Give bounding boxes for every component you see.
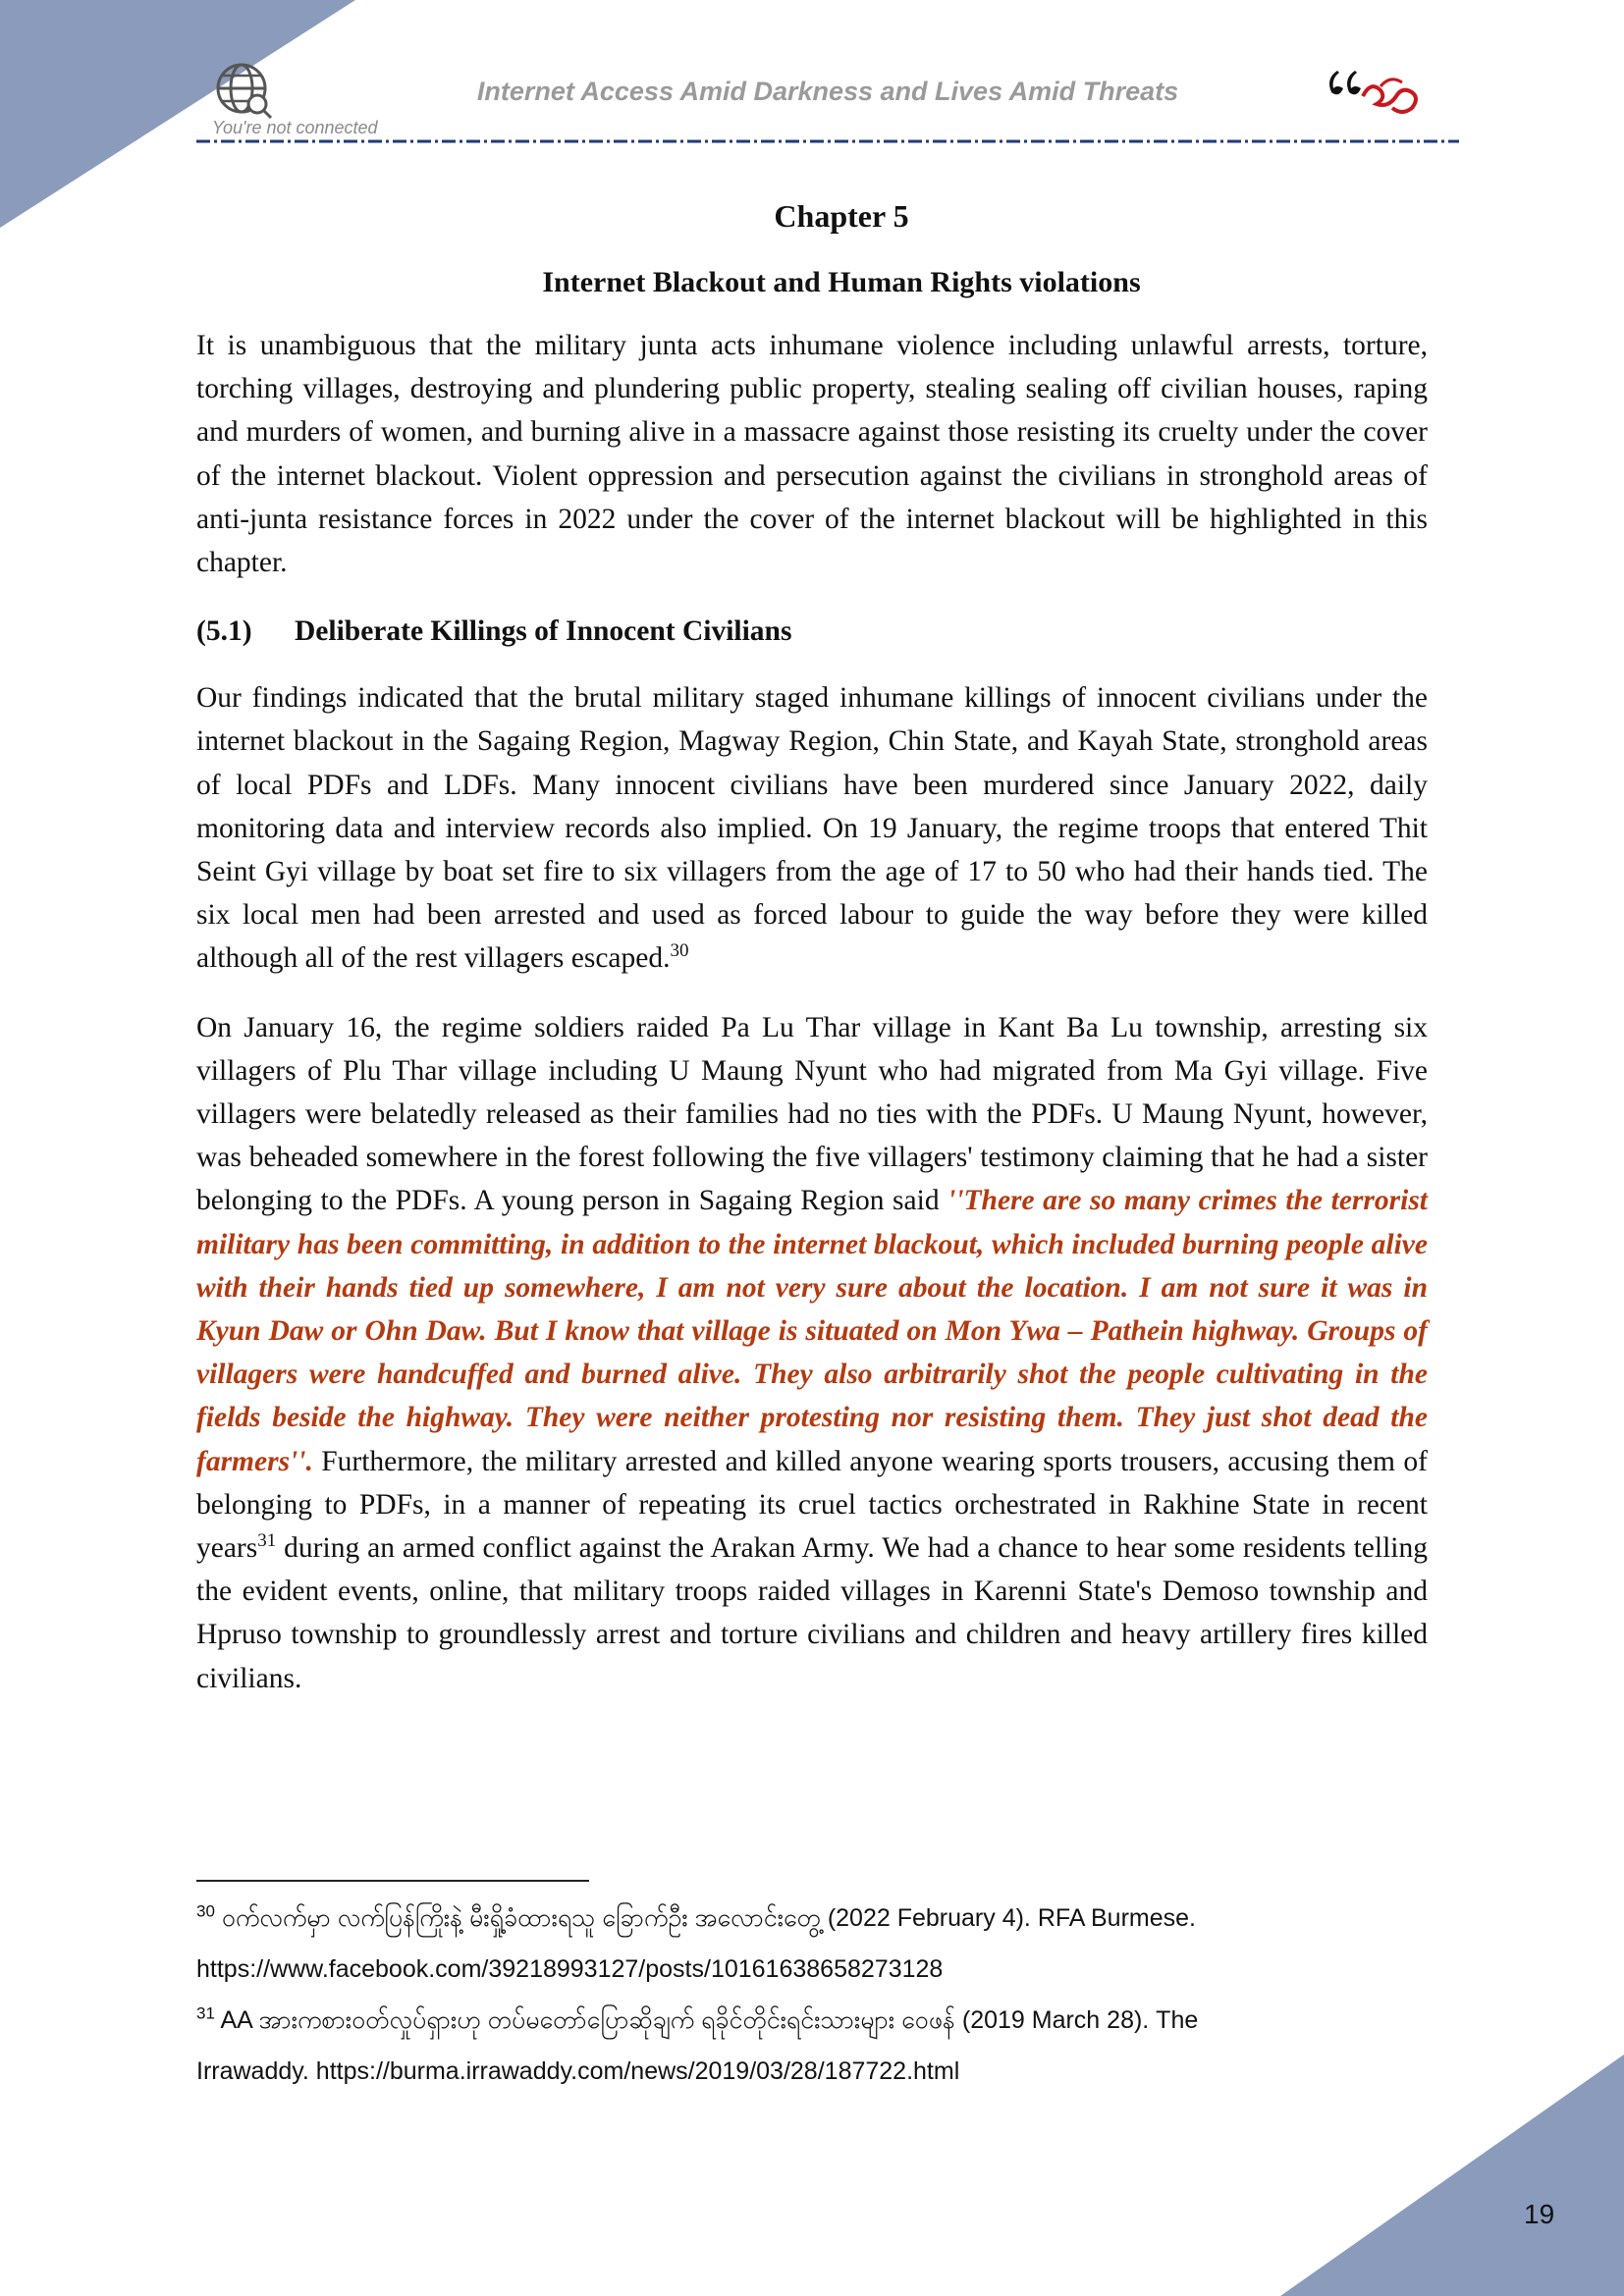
not-connected-label: You're not connected <box>212 118 378 137</box>
subsection-number: (5.1) <box>196 615 252 648</box>
athan-logo <box>1324 57 1428 120</box>
footnotes <box>196 1893 1424 2097</box>
footnote-text: ဝက်လက်မှာ လက်ပြန်ကြိုးနဲ့ မီးရှို့ခံထားရသူ ခြောက်ဦး အလောင်းတွေ့ (2022 February 4). RFA Burmese. <box>221 1904 1196 1932</box>
footnote-separator <box>196 1880 589 1882</box>
chapter-heading: Chapter 5 <box>774 198 909 234</box>
corner-decoration-bottom-right <box>1280 2055 1624 2296</box>
page-number: 19 <box>1524 2199 1555 2229</box>
header-rule <box>196 138 1459 144</box>
subsection-heading <box>196 610 1428 653</box>
footnote-ref-31[interactable]: 31 <box>257 1530 277 1552</box>
running-header-title: Internet Access Amid Darkness and Lives Amid Threats <box>476 77 1179 106</box>
paragraph-pa-lu-thar <box>196 1006 1428 1700</box>
footnote-text: AA အားကစားဝတ်လှုပ်ရှားဟု တပ်မတော်ပြောဆိုချက် ရခိုင်တိုင်းရင်းသားများ ဝေဖန် (2019 March 28). The <box>220 2006 1199 2034</box>
footnote-number: 30 <box>196 1901 215 1921</box>
intro-paragraph: It is unambiguous that the military junta acts inhumane violence including unlawful arrests, torture, torching villages, destroying and plundering public property, stealing sealing off civilian houses, raping and murders of women, and burning alive in a massacre against those resisting its cruelty under the cover of the internet blackout. Violent oppression and persecution against the civilians in stronghold areas of anti-junta resistance forces in 2022 under the cover of the internet blackout will be highlighted in this chapter. <box>196 330 1428 579</box>
footnote-31-link[interactable]: Irrawaddy. https://burma.irrawaddy.com/news/2019/03/28/187722.html <box>196 2057 960 2085</box>
main-content <box>196 192 1428 1726</box>
paragraph-text-after-quote: Furthermore, the military arrested and killed anyone wearing sports trousers, accusing them of belonging to PDFs, in a manner of repeating its cruel tactics orchestrated in Rakhine State in recent years <box>196 1445 1428 1565</box>
paragraph-text-before-quote: On January 16, the regime soldiers raided Pa Lu Thar village in Kant Ba Lu township, arresting six villagers of Plu Thar village including U Maung Nyunt who had migrated from Ma Gyi village. Five villagers were belatedly released as their families had no ties with the PDFs. U Maung Nyunt, however, was beheaded somewhere in the forest following the five villagers' testimony claiming that he had a sister belonging to the PDFs. A young person in Sagaing Region said <box>196 1011 1428 1217</box>
page-header <box>196 53 1459 147</box>
witness-quote: ''There are so many crimes the terrorist military has been committing, in addition to the internet blackout, which included burning people alive with their hands tied up somewhere, I am not very sure about the location. I am not sure it was in Kyun Daw or Ohn Daw. But I know that village is situated on Mon Ywa – Pathein highway. Groups of villagers were handcuffed and burned alive. They also arbitrarily shot the people cultivating in the fields beside the highway. They were neither protesting nor resisting them. They just shot dead the farmers''. <box>196 1185 1428 1477</box>
subsection-title: Deliberate Killings of Innocent Civilians <box>295 615 792 648</box>
paragraph-thit-seint-gyi <box>196 676 1428 980</box>
footnote-30 <box>196 1893 1424 1944</box>
section-title: Internet Blackout and Human Rights violations <box>542 266 1141 298</box>
footnote-31 <box>196 1995 1424 2046</box>
paragraph-text-ending: during an armed conflict against the Arakan Army. We had a chance to hear some residents telling the evident events, online, that military troops raided villages in Karenni State's Demoso township and Hpruso township to groundlessly arrest and torture civilians and children and heavy artillery fires killed civilians. <box>196 1532 1428 1694</box>
paragraph-text: Our findings indicated that the brutal military staged inhumane killings of innocent civilians under the internet blackout in the Sagaing Region, Magway Region, Chin State, and Kayah State, stronghold areas of local PDFs and LDFs. Many innocent civilians have been murdered since January 2022, daily monitoring data and interview records also implied. On 19 January, the regime troops that entered Thit Seint Gyi village by boat set fire to six villagers from the age of 17 to 50 who had their hands tied. The six local men had been arrested and used as forced labour to guide the way before they were killed although all of the rest villagers escaped. <box>196 682 1428 975</box>
footnote-30-link[interactable]: https://www.facebook.com/39218993127/posts/10161638658273128 <box>196 1955 944 1983</box>
footnote-number: 31 <box>196 2003 215 2023</box>
footnote-ref-30[interactable]: 30 <box>670 940 689 962</box>
